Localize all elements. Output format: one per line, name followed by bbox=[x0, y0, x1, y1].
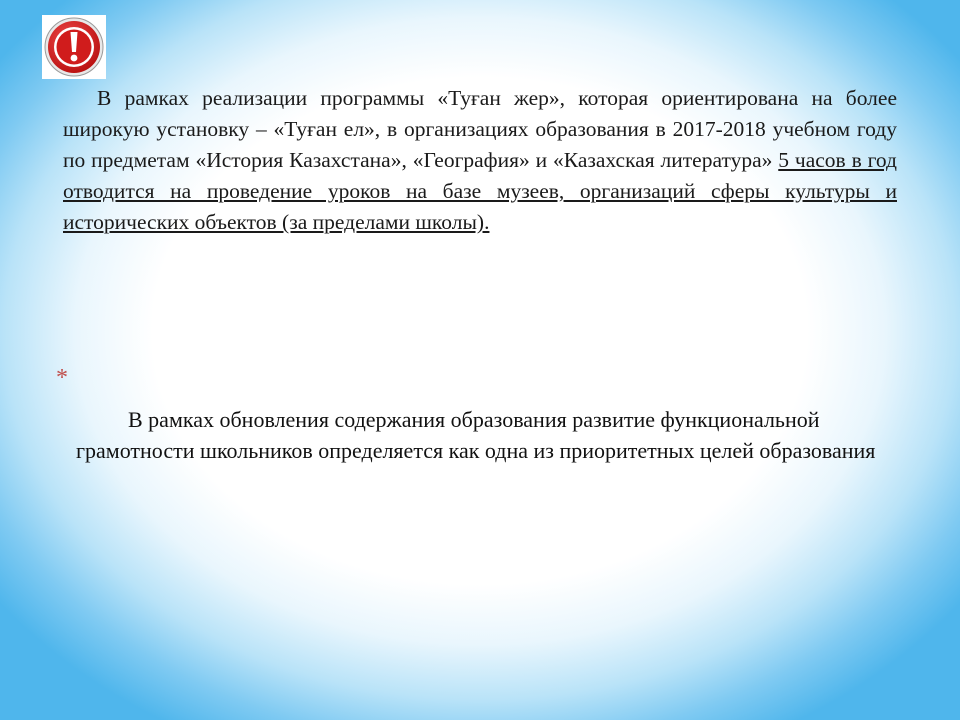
paragraph-functional-literacy: В рамках обновления содержания образования развитие функциональной грамотности школьников определяется как одна из приоритетных целей образования bbox=[76, 407, 876, 463]
paragraph1-underlined-text: 5 часов в год отводится на проведение уроков на базе музеев, организаций сферы культуры и исторических объектов (за пределами школы). bbox=[63, 148, 897, 234]
bullet-marker: * bbox=[56, 365, 68, 391]
paragraph1-text: В рамках реализации программы «Туған жер», которая ориентирована на более широкую установку – «Туған ел», в организациях образования в 2017-2018 учебном году по предметам «История Казахстана», «География» и «Казахская литература» bbox=[63, 86, 897, 172]
paragraph-tugan-zher bbox=[63, 83, 897, 238]
exclamation-alert-icon bbox=[42, 15, 106, 79]
alert-icon-box bbox=[42, 15, 106, 79]
